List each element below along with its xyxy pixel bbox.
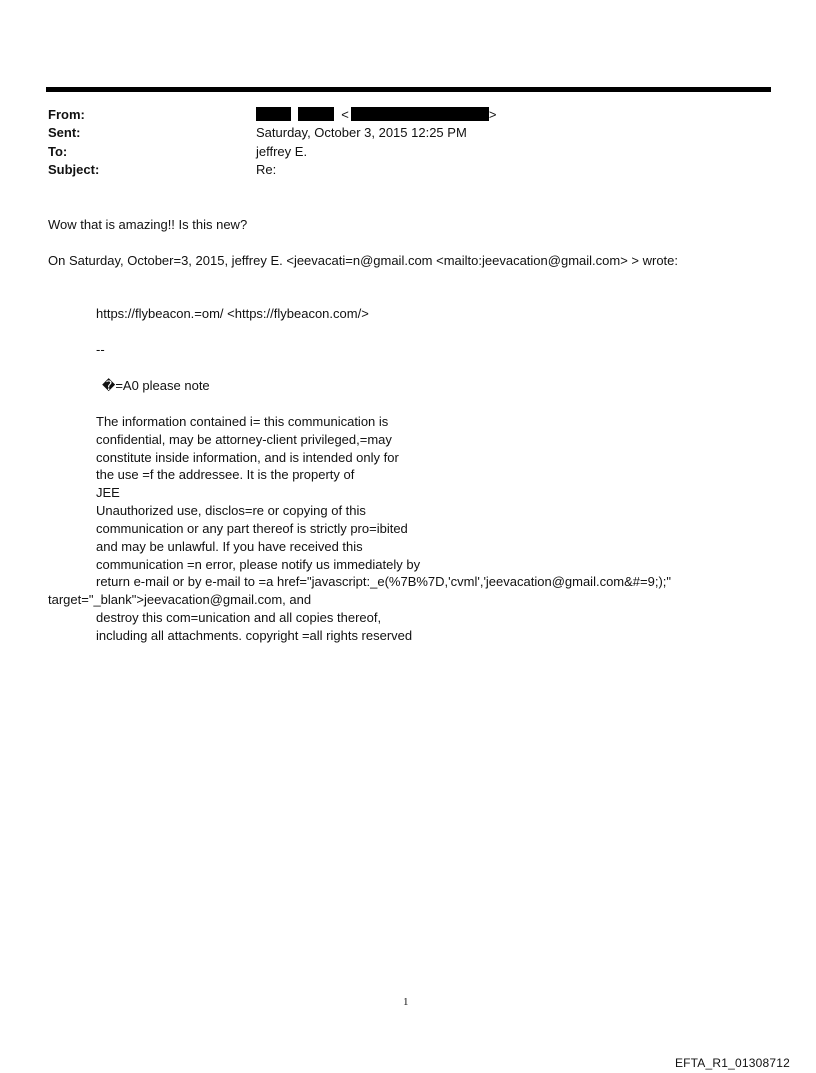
disclaimer-wrap-line: target="_blank">jeevacation@gmail.com, and (48, 592, 312, 607)
quote-intro: On Saturday, October=3, 2015, jeffrey E. <jeevacati=n@gmail.com <mailto:jeevacation@gmail.com> > wrote: (48, 253, 679, 268)
redacted-block (256, 107, 291, 121)
redacted-block (298, 107, 334, 121)
sent-value: Saturday, October 3, 2015 12:25 PM (256, 125, 467, 140)
disclaimer-line: Unauthorized use, disclos=re or copying of this (96, 503, 366, 518)
disclaimer-line: The information contained i= this communication is (96, 414, 389, 429)
disclaimer-line: communication or any part thereof is strictly pro=ibited (96, 521, 408, 536)
page-number: 1 (403, 996, 409, 1008)
sent-label: Sent: (48, 125, 81, 140)
to-label: To: (48, 144, 68, 159)
disclaimer-line: including all attachments. copyright =all rights reserved (96, 628, 413, 643)
reply-text: Wow that is amazing!! Is this new? (48, 217, 248, 232)
disclaimer-line: communication =n error, please notify us immediately by (96, 557, 421, 572)
disclaimer-line: the use =f the addressee. It is the property of (96, 467, 355, 482)
to-value: jeffrey E. (256, 144, 308, 159)
header-rule (46, 87, 771, 92)
note-line: �=A0 please note (102, 378, 210, 393)
from-open-bracket: < (341, 107, 349, 122)
redacted-block (351, 107, 489, 121)
disclaimer-line: constitute inside information, and is intended only for (96, 450, 399, 465)
link-line: https://flybeacon.=om/ <https://flybeacon.com/> (96, 306, 369, 321)
disclaimer-line: JEE (96, 485, 120, 500)
subject-value: Re: (256, 162, 277, 177)
disclaimer-line: return e-mail or by e-mail to =a href="javascript:_e(%7B%7D,'cvml','jeevacation@gmail.com&#=9;);" (96, 574, 672, 589)
bates-number: EFTA_R1_01308712 (674, 1056, 790, 1070)
disclaimer-line: destroy this com=unication and all copies thereof, (96, 610, 382, 625)
from-label: From: (48, 107, 85, 122)
from-value (256, 106, 496, 124)
disclaimer-line: confidential, may be attorney-client privileged,=may (96, 432, 392, 447)
disclaimer-line: and may be unlawful. If you have received this (96, 539, 363, 554)
signature-separator: -- (96, 342, 105, 357)
subject-label: Subject: (48, 162, 100, 177)
from-close-bracket: > (488, 107, 497, 122)
